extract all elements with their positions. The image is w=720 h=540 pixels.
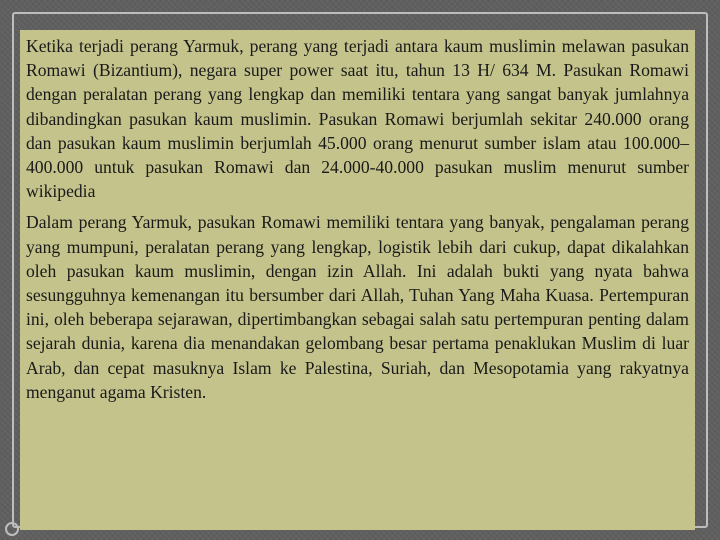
paragraph-1: Ketika terjadi perang Yarmuk, perang yang terjadi antara kaum muslimin melawan pasukan Romawi (Bizantium), negara super power saat itu, tahun 13 H/ 634 M. Pasukan Romawi dengan peralatan perang yang lengkap dan memiliki tentara yang sangat banyak jumlahnya dibandingkan pasukan kaum muslimin. Pasukan Romawi berjumlah sekitar 240.000 orang dan pasukan kaum muslimin berjumlah 45.000 orang menurut sumber islam atau 100.000–400.000 untuk pasukan Romawi dan 24.000-40.000 pasukan muslim menurut sumber wikipedia: [26, 36, 689, 202]
text-panel: [20, 30, 695, 530]
paragraph-2: Dalam perang Yarmuk, pasukan Romawi memiliki tentara yang banyak, pengalaman perang yang mumpuni, peralatan perang yang lengkap, logistik lebih dari cukup, dapat dikalahkan oleh pasukan kaum muslimin, dengan izin Allah. Ini adalah bukti yang nyata bahwa sesungguhnya kemenangan itu bersumber dari Allah, Tuhan Yang Maha Kuasa. Pertempuran ini, oleh beberapa sejarawan, dipertimbangkan sebagai salah satu pertempuran penting dalam sejarah dunia, karena dia menandakan gelombang besar pertama penaklukan Muslim di luar Arab, dan cepat masuknya Islam ke Palestina, Suriah, dan Mesopotamia yang rakyatnya menganut agama Kristen.: [26, 212, 689, 402]
circle-ornament-icon: [5, 522, 19, 536]
